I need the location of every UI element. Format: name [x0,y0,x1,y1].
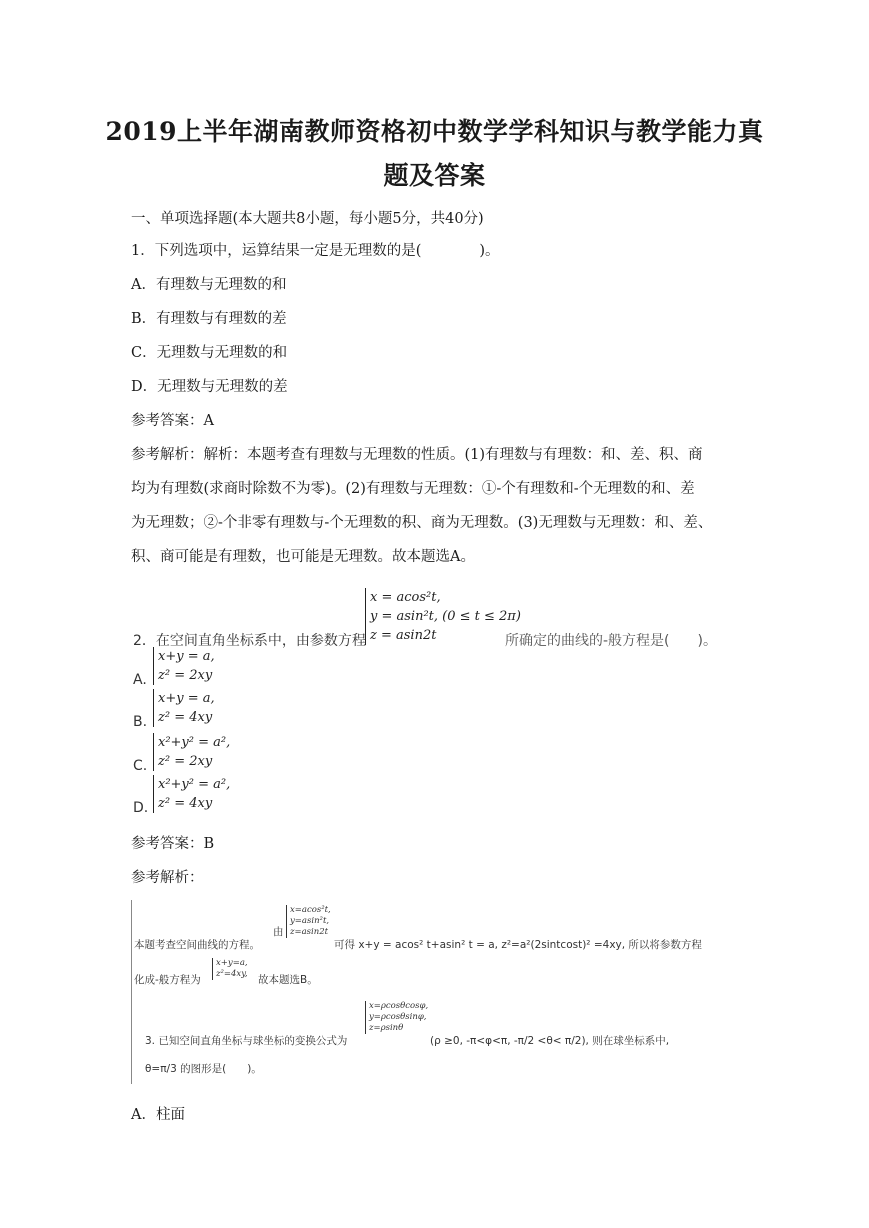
system-row: z² = 4xy [158,710,213,725]
embedded-scan-block [131,900,732,1084]
question-3-option-a: A．柱面 [131,1107,185,1123]
question-2-option-b-label: B. [133,714,148,730]
system-row: x+y = a, [158,691,215,706]
embedded-line2-prefix: 化成-般方程为 [134,974,201,986]
embedded-q3-prefix: 3. 已知空间直角坐标与球坐标的变换公式为 [145,1035,348,1047]
question-2-option-d-label: D. [133,800,149,816]
question-2-option-a-system [153,647,215,685]
question-1-option-a: A．有理数与无理数的和 [131,277,287,293]
system-row: z² = 2xy [158,754,213,769]
system-row: x²+y² = a², [158,735,231,750]
system-row: z = asin2t [370,628,437,643]
question-1-stem: 1．下列选项中，运算结果一定是无理数的是( )。 [131,243,500,259]
system-row: y = asin²t, (0 ≤ t ≤ 2π) [370,609,521,624]
system-row: x = acos²t, [370,590,441,605]
embedded-line1-rest: 可得 x+y = acos² t+asin² t = a, z²=a²(2sintcost)² =4xy, 所以将参数方程 [334,939,702,951]
question-1-analysis-line: 参考解析：解析：本题考查有理数与无理数的性质。(1)有理数与有理数：和、差、积、商 [131,447,703,463]
question-1-option-c: C．无理数与无理数的和 [131,345,288,361]
embedded-line1-you: 由 [273,926,284,938]
embedded-system-3 [365,1001,428,1034]
question-2-analysis-label: 参考解析： [131,870,204,886]
system-row: x+y = a, [158,649,215,664]
system-row: x=acos²t, [290,905,331,915]
system-row: x+y=a, [216,958,248,968]
system-row: y=asin²t, [290,916,330,926]
system-row: y=ρcosθsinφ, [369,1012,427,1022]
embedded-system-2 [212,958,248,980]
question-2-answer: 参考答案：B [131,836,215,852]
question-1-answer: 参考答案：A [131,413,214,429]
system-row: z=asin2t [290,927,329,937]
question-2-stem-prefix: 2．在空间直角坐标系中，由参数方程 [133,633,366,649]
question-2-option-a-label: A. [133,672,147,688]
system-row: z² = 2xy [158,668,213,683]
question-2-parametric-system [365,588,521,645]
question-2-stem-suffix: 所确定的曲线的-般方程是( )。 [505,633,717,649]
question-2-option-d-system [153,775,230,813]
embedded-line1-prefix: 本题考查空间曲线的方程。 [134,939,260,951]
system-row: x=ρcosθcosφ, [369,1001,429,1011]
page-title-line2: 题及答案 [383,161,486,190]
question-1-option-b: B．有理数与有理数的差 [131,311,287,327]
page-title-line1: 2019上半年湖南教师资格初中数学学科知识与教学能力真 [105,117,764,146]
embedded-q3-line2: θ=π/3 的图形是( )。 [145,1063,262,1075]
question-2-option-b-system [153,689,215,727]
embedded-line2-rest: 故本题选B。 [258,974,318,986]
system-row: z²=4xy, [216,969,248,979]
question-1-option-d: D．无理数与无理数的差 [131,379,288,395]
question-2-option-c-system [153,733,230,771]
question-2-option-c-label: C. [133,758,148,774]
question-1-analysis-line: 均为有理数(求商时除数不为零)。(2)有理数与无理数：①-个有理数和-个无理数的和、差 [131,481,695,497]
system-row: z=ρsinθ [369,1023,404,1033]
embedded-system-1 [286,905,331,938]
question-1-analysis-line: 积、商可能是有理数，也可能是无理数。故本题选A。 [131,549,475,565]
system-row: z² = 4xy [158,796,213,811]
question-1-analysis-line: 为无理数；②-个非零有理数与-个无理数的积、商为无理数。(3)无理数与无理数：和、差、 [131,515,713,531]
section-header: 一、单项选择题(本大题共8小题，每小题5分，共40分) [131,211,484,227]
system-row: x²+y² = a², [158,777,231,792]
embedded-q3-condition: (ρ ≥0, -π<φ<π, -π/2 <θ< π/2), 则在球坐标系中, [430,1035,670,1047]
